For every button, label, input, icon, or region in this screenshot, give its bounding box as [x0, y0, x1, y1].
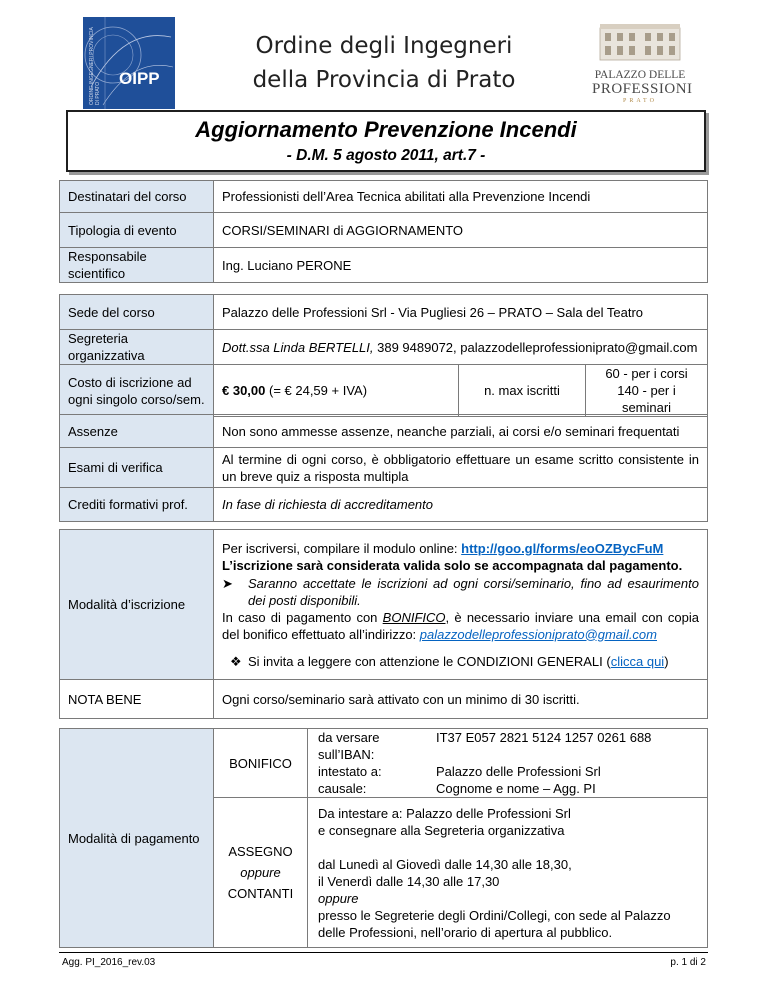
course-info-table — [59, 180, 708, 283]
oipp-logo — [83, 17, 175, 109]
iscrizione-line1: Per iscriversi, compilare il modulo online: http://goo.gl/forms/eoOZBycFuM — [222, 540, 664, 556]
row-value: Ing. Luciano PERONE — [214, 248, 708, 283]
sede-label: Sede del corso — [60, 295, 214, 330]
iscrizione-line2: L’iscrizione sarà considerata valida solo se accompagnata dal pagamento. — [222, 557, 683, 573]
footer-revision: Agg. PI_2016_rev.03 — [62, 957, 156, 968]
org-name-line1: Ordine degli Ingegneri — [255, 33, 513, 59]
condizioni-line: ❖ Si invita a leggere con attenzione le CONDIZIONI GENERALI (clicca qui) — [230, 653, 669, 669]
bonifico-details — [308, 729, 708, 798]
payment-table — [59, 728, 708, 948]
row-label: Tipologia di evento — [60, 213, 214, 248]
table-row — [60, 530, 708, 680]
row-value: Professionisti dell’Area Tecnica abilitati alla Prevenzione Incendi — [214, 181, 708, 213]
costo-value — [214, 365, 459, 417]
row-value: CORSI/SEMINARI di AGGIORNAMENTO — [214, 213, 708, 248]
assegno-label: ASSEGNO oppure CONTANTI — [214, 798, 308, 948]
row-value: Non sono ammesse assenze, neanche parziali, ai corsi e/o seminari frequentati — [214, 415, 708, 448]
palazzo-logo-line3: PRATO — [623, 98, 657, 104]
iscrizione-bullet — [222, 575, 699, 609]
title-box — [66, 110, 706, 172]
table-row — [60, 680, 708, 719]
table-row — [60, 365, 708, 417]
iscrizione-label: Modalità d’iscrizione — [60, 530, 214, 680]
segreteria-label: Segreteria organizzativa — [60, 330, 214, 365]
org-name-line2: della Provincia di Prato — [252, 67, 516, 93]
segreteria-contact: 389 9489072, palazzodelleprofessioniprato@gmail.com — [373, 339, 698, 355]
table-row — [60, 248, 708, 283]
diamond-bullet-icon: ❖ — [230, 653, 242, 669]
assegno-details: Da intestare a: Palazzo delle Professioni Srl e consegnare alla Segreteria organizzativa dal Lunedì al Giovedì dalle 14,30 alle 18,30, il Venerdì dalle 14,30 alle 17,30 oppure presso le Segreterie degli Ordini/Collegi, con sede al Palazzo delle Professioni, nell’orario di apertura al pubblico. — [308, 798, 708, 948]
table-row — [60, 295, 708, 330]
row-value: In fase di richiesta di accreditamento — [214, 488, 708, 522]
row-label: Crediti formativi prof. — [60, 488, 214, 522]
arrow-bullet-icon: ➤ — [222, 575, 233, 591]
segreteria-value — [214, 330, 708, 365]
costo-price: € 30,00 — [222, 383, 266, 398]
max-seminari: 140 - per i seminari — [617, 383, 676, 415]
pagamento-label: Modalità di pagamento — [60, 729, 214, 948]
iscrizione-body — [214, 530, 708, 680]
segreteria-name: Dott.ssa Linda BERTELLI, — [222, 339, 374, 355]
costo-detail: (= € 24,59 + IVA) — [265, 383, 368, 398]
table-row — [60, 213, 708, 248]
online-form-link[interactable]: http://goo.gl/forms/eoOZBycFuM — [461, 540, 664, 556]
table-row — [60, 488, 708, 522]
iscrizione-bonifico: In caso di pagamento con BONIFICO, è necessario inviare una email con copia del bonifico effettuato all’indirizzo: palazzodelleprofessioniprato@gmail.com — [222, 609, 699, 642]
palazzo-logo-line2: PROFESSIONI — [592, 81, 693, 97]
table-row — [60, 330, 708, 365]
sede-value: Palazzo delle Professioni Srl - Via Pugliesi 26 – PRATO – Sala del Teatro — [214, 295, 708, 330]
row-label: Destinatari del corso — [60, 181, 214, 213]
rules-table — [59, 414, 708, 522]
table-row — [60, 448, 708, 488]
bonifico-word: BONIFICO — [382, 609, 446, 625]
table-row — [60, 729, 708, 798]
document-title: Aggiornamento Prevenzione Incendi — [195, 117, 577, 142]
building-icon — [596, 22, 684, 62]
table-row — [60, 415, 708, 448]
oipp-logo-vertical-text: ORDINE INGEGNERI PROVINCIA DI PRATO — [89, 27, 101, 105]
iscrizione-bullet-text: Saranno accettate le iscrizioni ad ogni corsi/seminario, fino ad esaurimento dei posti disponibili. — [248, 575, 699, 608]
row-label: Assenze — [60, 415, 214, 448]
palazzo-logo-line1: PALAZZO DELLE — [594, 69, 686, 81]
max-iscritti-value — [586, 365, 708, 417]
footer-page-number: p. 1 di 2 — [670, 957, 706, 968]
venue-info-table — [59, 294, 708, 417]
bonifico-label: BONIFICO — [214, 729, 308, 798]
registration-table — [59, 529, 708, 719]
max-iscritti-label: n. max iscritti — [459, 365, 586, 417]
oipp-logo-text: OIPP — [119, 69, 160, 88]
row-label: Esami di verifica — [60, 448, 214, 488]
document-subtitle: - D.M. 5 agosto 2011, art.7 - — [286, 147, 486, 164]
row-label: Responsabile scientifico — [60, 248, 214, 283]
bonifico-row: causale: Cognome e nome – Agg. PI — [318, 781, 596, 796]
footer-divider — [59, 952, 708, 953]
table-row — [60, 181, 708, 213]
condizioni-link[interactable]: clicca qui — [610, 653, 665, 669]
palazzo-professioni-logo — [592, 22, 693, 110]
max-corsi: 60 - per i corsi — [605, 366, 688, 381]
nota-label: NOTA BENE — [60, 680, 214, 719]
nota-value: Ogni corso/seminario sarà attivato con un minimo di 30 iscritti. — [214, 680, 708, 719]
bonifico-row: da versare sull’IBAN: IT37 E057 2821 5124 1257 0261 688 — [318, 730, 652, 762]
row-value: Al termine di ogni corso, è obbligatorio effettuare un esame scritto consistente in un breve quiz a risposta multipla — [214, 448, 708, 488]
email-link[interactable]: palazzodelleprofessioniprato@gmail.com — [419, 626, 657, 642]
costo-label: Costo di iscrizione ad ogni singolo corso/sem. — [60, 365, 214, 417]
bonifico-row: intestato a: Palazzo delle Professioni Srl — [318, 764, 601, 779]
